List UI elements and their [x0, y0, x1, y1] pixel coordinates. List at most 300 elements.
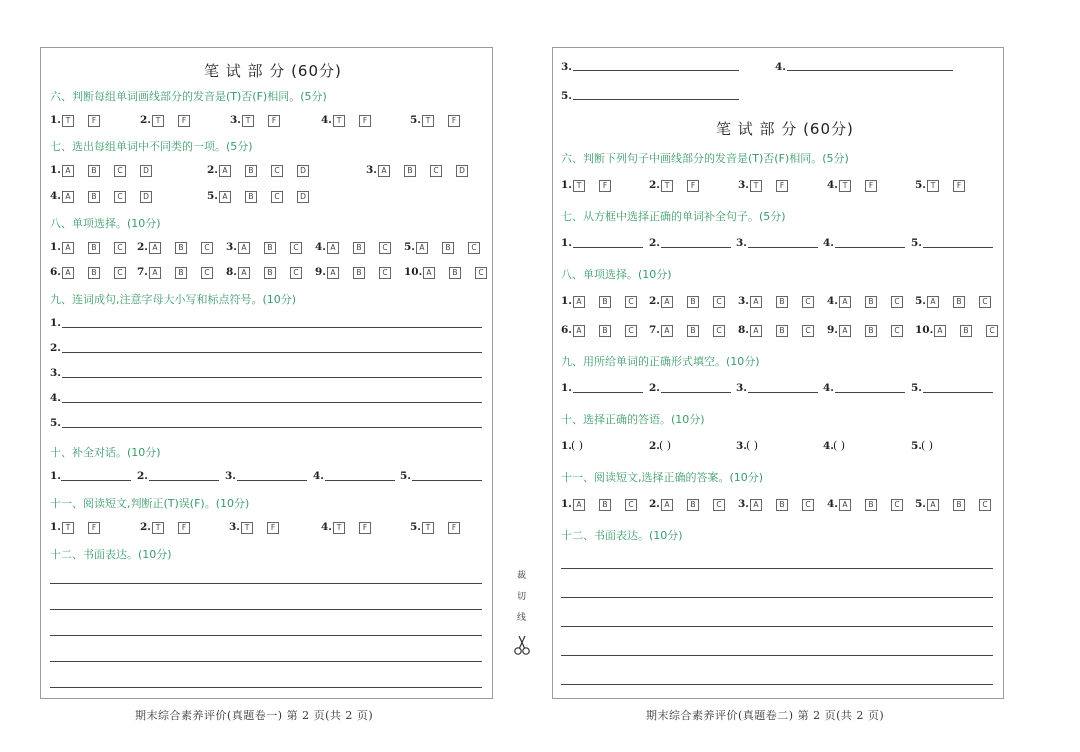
option-box[interactable]: A	[573, 296, 585, 308]
option-box[interactable]: T	[839, 180, 851, 192]
option-box[interactable]: A	[661, 499, 673, 511]
right-section-10-heading: 十、选择正确的答语。(10分)	[561, 413, 705, 426]
option-boxes	[60, 522, 100, 534]
question-number: 5.	[915, 498, 926, 510]
right-top-num-4: 4.	[775, 61, 786, 73]
option-boxes	[748, 296, 814, 308]
option-box[interactable]: C	[271, 191, 283, 203]
option-boxes	[325, 267, 391, 279]
option-boxes	[239, 522, 279, 534]
answer-line[interactable]	[561, 597, 993, 598]
option-box[interactable]: B	[599, 325, 611, 337]
option-box[interactable]: B	[404, 165, 416, 177]
option-box[interactable]: A	[839, 325, 851, 337]
answer-line[interactable]	[923, 247, 993, 248]
option-box[interactable]: A	[573, 499, 585, 511]
question-number: 2.	[137, 241, 148, 253]
option-box[interactable]: C	[114, 242, 126, 254]
answer-parentheses[interactable]: ( )	[571, 439, 584, 452]
right-section-7-heading: 七、从方框中选择正确的单词补全句子。(5分)	[561, 210, 786, 223]
option-box[interactable]: C	[802, 296, 814, 308]
option-boxes	[420, 522, 460, 534]
option-box[interactable]: B	[88, 242, 100, 254]
option-box[interactable]: A	[327, 267, 339, 279]
option-box[interactable]: T	[152, 522, 164, 534]
question-number: 2.	[649, 440, 660, 452]
option-boxes	[240, 115, 280, 127]
question-number: 2.	[649, 295, 660, 307]
question-number: 4.	[823, 237, 834, 249]
option-box[interactable]: A	[927, 499, 939, 511]
question-number: 1.	[561, 237, 572, 249]
option-box[interactable]: A	[62, 242, 74, 254]
option-boxes	[571, 296, 637, 308]
option-box[interactable]: A	[62, 165, 74, 177]
right-top-num-5: 5.	[561, 90, 572, 102]
question-number: 2.	[649, 179, 660, 191]
option-box[interactable]: B	[865, 499, 877, 511]
question-number: 10.	[915, 324, 934, 336]
question-number: 5.	[915, 295, 926, 307]
option-boxes	[837, 325, 903, 337]
question-number: 4.	[827, 295, 838, 307]
option-box[interactable]: C	[114, 191, 126, 203]
question-number: 2.	[207, 164, 218, 176]
option-box[interactable]: A	[750, 499, 762, 511]
option-box[interactable]: B	[776, 499, 788, 511]
option-box[interactable]: B	[865, 325, 877, 337]
question-number: 3.	[736, 382, 747, 394]
option-boxes	[932, 325, 998, 337]
left-footer: 期末综合素养评价(真题卷一) 第 2 页(共 2 页)	[135, 709, 374, 722]
option-box[interactable]: C	[802, 499, 814, 511]
left-section-6-heading: 六、判断每组单词画线部分的发音是(T)否(F)相同。(5分)	[50, 90, 327, 103]
question-number: 2.	[50, 342, 61, 354]
answer-line[interactable]	[748, 392, 818, 393]
option-boxes	[748, 499, 814, 511]
option-box[interactable]: C	[713, 325, 725, 337]
question-number: 1.	[50, 241, 61, 253]
question-number: 3.	[736, 237, 747, 249]
option-box[interactable]: F	[599, 180, 611, 192]
question-number: 7.	[649, 324, 660, 336]
option-box[interactable]: A	[62, 267, 74, 279]
option-box[interactable]: C	[979, 499, 991, 511]
option-box[interactable]: B	[245, 191, 257, 203]
question-number: 2.	[140, 521, 151, 533]
answer-line[interactable]	[412, 480, 482, 481]
question-number: 5.	[410, 114, 421, 126]
answer-line[interactable]	[50, 661, 482, 662]
answer-line[interactable]	[835, 247, 905, 248]
option-box[interactable]: T	[750, 180, 762, 192]
option-box[interactable]: B	[245, 165, 257, 177]
right-footer: 期末综合素养评价(真题卷二) 第 2 页(共 2 页)	[646, 709, 885, 722]
option-box[interactable]: C	[430, 165, 442, 177]
option-box[interactable]: B	[449, 267, 461, 279]
option-box[interactable]: C	[475, 267, 487, 279]
option-box[interactable]: T	[333, 115, 345, 127]
cut-label-1: 裁	[517, 571, 527, 581]
answer-line[interactable]	[661, 247, 731, 248]
question-number: 5.	[410, 521, 421, 533]
option-box[interactable]: B	[175, 267, 187, 279]
answer-line[interactable]	[149, 480, 219, 481]
question-number: 1.	[50, 114, 61, 126]
question-number: 1.	[50, 521, 61, 533]
left-section-12-heading: 十二、书面表达。(10分)	[50, 548, 172, 561]
option-box[interactable]: A	[934, 325, 946, 337]
answer-line[interactable]	[62, 402, 482, 403]
question-number: 4.	[315, 241, 326, 253]
question-number: 3.	[229, 521, 240, 533]
cut-label-2: 切	[517, 592, 527, 602]
answer-line[interactable]	[661, 392, 731, 393]
option-box[interactable]: C	[114, 267, 126, 279]
option-box[interactable]: B	[776, 296, 788, 308]
question-number: 4.	[313, 470, 324, 482]
option-box[interactable]: A	[573, 325, 585, 337]
option-box[interactable]: B	[88, 191, 100, 203]
question-number: 6.	[561, 324, 572, 336]
question-number: 5.	[207, 190, 218, 202]
option-boxes	[659, 180, 699, 192]
question-number: 9.	[827, 324, 838, 336]
answer-line[interactable]	[325, 480, 395, 481]
option-box[interactable]: C	[290, 242, 302, 254]
option-boxes	[147, 267, 213, 279]
question-number: 1.	[50, 470, 61, 482]
answer-line[interactable]	[573, 70, 739, 71]
left-section-7-heading: 七、选出每组单词中不同类的一项。(5分)	[50, 140, 253, 153]
option-box[interactable]: B	[599, 296, 611, 308]
option-box[interactable]: C	[713, 499, 725, 511]
option-box[interactable]: B	[264, 242, 276, 254]
question-number: 3.	[230, 114, 241, 126]
answer-line[interactable]	[237, 480, 307, 481]
option-boxes	[376, 165, 468, 177]
option-box[interactable]: A	[238, 242, 250, 254]
option-boxes	[325, 242, 391, 254]
option-boxes	[236, 242, 302, 254]
question-number: 3.	[50, 367, 61, 379]
option-boxes	[60, 191, 152, 203]
question-number: 1.	[50, 317, 61, 329]
option-box[interactable]: C	[290, 267, 302, 279]
option-boxes	[60, 242, 126, 254]
answer-line[interactable]	[50, 583, 482, 584]
answer-line[interactable]	[787, 70, 953, 71]
question-number: 3.	[738, 179, 749, 191]
question-number: 4.	[827, 179, 838, 191]
question-number: 5.	[404, 241, 415, 253]
option-box[interactable]: B	[953, 296, 965, 308]
option-box[interactable]: C	[891, 296, 903, 308]
answer-line[interactable]	[61, 480, 131, 481]
option-box[interactable]: A	[219, 191, 231, 203]
answer-line[interactable]	[50, 635, 482, 636]
option-boxes	[217, 191, 309, 203]
option-box[interactable]: A	[750, 325, 762, 337]
option-box[interactable]: F	[359, 522, 371, 534]
question-number: 4.	[321, 521, 332, 533]
left-section-11-heading: 十一、阅读短文,判断正(T)误(F)。(10分)	[50, 497, 250, 510]
option-box[interactable]: D	[297, 191, 309, 203]
question-number: 3.	[225, 470, 236, 482]
option-box[interactable]: C	[891, 325, 903, 337]
answer-line[interactable]	[923, 392, 993, 393]
option-boxes	[147, 242, 213, 254]
option-box[interactable]: B	[953, 499, 965, 511]
option-box[interactable]: A	[62, 191, 74, 203]
option-box[interactable]: T	[573, 180, 585, 192]
right-section-9-heading: 九、用所给单词的正确形式填空。(10分)	[561, 355, 760, 368]
option-box[interactable]: C	[114, 165, 126, 177]
answer-line[interactable]	[62, 352, 482, 353]
question-number: 5.	[911, 382, 922, 394]
option-boxes	[748, 180, 788, 192]
question-number: 3.	[738, 498, 749, 510]
option-box[interactable]: F	[178, 115, 190, 127]
option-box[interactable]: T	[62, 522, 74, 534]
option-boxes	[414, 242, 480, 254]
option-box[interactable]: B	[687, 296, 699, 308]
question-number: 8.	[226, 266, 237, 278]
option-box[interactable]: B	[88, 165, 100, 177]
right-section-12-heading: 十二、书面表达。(10分)	[561, 529, 683, 542]
option-box[interactable]: F	[865, 180, 877, 192]
question-number: 1.	[561, 498, 572, 510]
answer-line[interactable]	[50, 609, 482, 610]
option-boxes	[571, 180, 611, 192]
option-box[interactable]: A	[149, 242, 161, 254]
option-box[interactable]: T	[661, 180, 673, 192]
question-number: 3.	[736, 440, 747, 452]
option-box[interactable]: B	[960, 325, 972, 337]
option-box[interactable]: F	[687, 180, 699, 192]
option-box[interactable]: A	[750, 296, 762, 308]
option-box[interactable]: C	[979, 296, 991, 308]
question-number: 3.	[738, 295, 749, 307]
left-section-8-heading: 八、单项选择。(10分)	[50, 217, 161, 230]
question-number: 4.	[50, 392, 61, 404]
option-boxes	[236, 267, 302, 279]
question-number: 4.	[50, 190, 61, 202]
option-box[interactable]: T	[422, 522, 434, 534]
option-box[interactable]: C	[201, 242, 213, 254]
option-boxes	[925, 180, 965, 192]
option-box[interactable]: F	[268, 115, 280, 127]
question-number: 9.	[315, 266, 326, 278]
option-box[interactable]: A	[423, 267, 435, 279]
question-number: 1.	[561, 179, 572, 191]
option-box[interactable]: A	[149, 267, 161, 279]
option-box[interactable]: C	[201, 267, 213, 279]
question-number: 1.	[561, 382, 572, 394]
option-boxes	[925, 296, 991, 308]
option-boxes	[659, 296, 725, 308]
option-box[interactable]: T	[927, 180, 939, 192]
option-boxes	[837, 296, 903, 308]
option-box[interactable]: C	[379, 267, 391, 279]
question-number: 2.	[649, 382, 660, 394]
question-number: 4.	[321, 114, 332, 126]
question-number: 10.	[404, 266, 423, 278]
option-boxes	[331, 115, 371, 127]
option-box[interactable]: A	[378, 165, 390, 177]
answer-line[interactable]	[561, 684, 993, 685]
answer-line[interactable]	[748, 247, 818, 248]
question-number: 6.	[50, 266, 61, 278]
scissors-icon	[512, 634, 532, 656]
left-section-10-heading: 十、补全对话。(10分)	[50, 446, 161, 459]
right-section-11-heading: 十一、阅读短文,选择正确的答案。(10分)	[561, 471, 764, 484]
option-boxes	[60, 165, 152, 177]
option-box[interactable]: B	[687, 325, 699, 337]
option-boxes	[571, 499, 637, 511]
option-box[interactable]: B	[88, 267, 100, 279]
option-box[interactable]: B	[442, 242, 454, 254]
answer-parentheses[interactable]: ( )	[746, 439, 759, 452]
option-box[interactable]: A	[238, 267, 250, 279]
question-number: 1.	[561, 295, 572, 307]
option-box[interactable]: T	[242, 115, 254, 127]
option-box[interactable]: B	[264, 267, 276, 279]
option-boxes	[421, 267, 487, 279]
option-box[interactable]: T	[333, 522, 345, 534]
option-boxes	[420, 115, 460, 127]
question-number: 5.	[911, 440, 922, 452]
option-box[interactable]: B	[687, 499, 699, 511]
option-box[interactable]: B	[776, 325, 788, 337]
option-box[interactable]: F	[953, 180, 965, 192]
option-box[interactable]: F	[267, 522, 279, 534]
option-boxes	[837, 180, 877, 192]
answer-line[interactable]	[62, 427, 482, 428]
option-boxes	[331, 522, 371, 534]
answer-line[interactable]	[62, 377, 482, 378]
option-box[interactable]: C	[271, 165, 283, 177]
question-number: 2.	[649, 237, 660, 249]
option-box[interactable]: A	[839, 296, 851, 308]
option-box[interactable]: F	[776, 180, 788, 192]
option-box[interactable]: F	[359, 115, 371, 127]
option-boxes	[571, 325, 637, 337]
option-box[interactable]: C	[468, 242, 480, 254]
option-boxes	[659, 499, 725, 511]
option-boxes	[659, 325, 725, 337]
option-box[interactable]: A	[416, 242, 428, 254]
answer-line[interactable]	[573, 247, 643, 248]
question-number: 4.	[823, 440, 834, 452]
option-box[interactable]: D	[140, 191, 152, 203]
option-box[interactable]: A	[661, 296, 673, 308]
right-answer-sheet	[552, 47, 1004, 699]
answer-line[interactable]	[62, 327, 482, 328]
answer-line[interactable]	[835, 392, 905, 393]
option-boxes	[150, 522, 190, 534]
right-section-6-heading: 六、判断下列句子中画线部分的发音是(T)否(F)相同。(5分)	[561, 152, 849, 165]
option-box[interactable]: B	[353, 242, 365, 254]
option-box[interactable]: A	[661, 325, 673, 337]
answer-parentheses[interactable]: ( )	[833, 439, 846, 452]
question-number: 1.	[50, 164, 61, 176]
question-number: 4.	[823, 382, 834, 394]
question-number: 3.	[226, 241, 237, 253]
option-boxes	[150, 115, 190, 127]
option-box[interactable]: B	[865, 296, 877, 308]
option-box[interactable]: T	[62, 115, 74, 127]
option-boxes	[217, 165, 309, 177]
option-box[interactable]: C	[713, 296, 725, 308]
question-number: 5.	[400, 470, 411, 482]
option-box[interactable]: T	[241, 522, 253, 534]
option-box[interactable]: D	[140, 165, 152, 177]
right-section-8-heading: 八、单项选择。(10分)	[561, 268, 672, 281]
answer-line[interactable]	[50, 687, 482, 688]
option-box[interactable]: B	[599, 499, 611, 511]
question-number: 5.	[50, 417, 61, 429]
option-box[interactable]: F	[448, 522, 460, 534]
option-boxes	[837, 499, 903, 511]
left-section-9-heading: 九、连词成句,注意字母大小写和标点符号。(10分)	[50, 293, 297, 306]
option-box[interactable]: C	[802, 325, 814, 337]
option-box[interactable]: C	[891, 499, 903, 511]
question-number: 5.	[911, 237, 922, 249]
right-top-num-3: 3.	[561, 61, 572, 73]
question-number: 2.	[137, 470, 148, 482]
option-box[interactable]: F	[178, 522, 190, 534]
question-number: 4.	[827, 498, 838, 510]
answer-line[interactable]	[561, 626, 993, 627]
question-number: 2.	[140, 114, 151, 126]
option-box[interactable]: B	[353, 267, 365, 279]
option-box[interactable]: A	[327, 242, 339, 254]
answer-parentheses[interactable]: ( )	[921, 439, 934, 452]
option-box[interactable]: T	[152, 115, 164, 127]
answer-line[interactable]	[561, 655, 993, 656]
question-number: 8.	[738, 324, 749, 336]
option-box[interactable]: T	[422, 115, 434, 127]
option-box[interactable]: A	[219, 165, 231, 177]
option-boxes	[748, 325, 814, 337]
option-box[interactable]: A	[927, 296, 939, 308]
right-page-title: 笔 试 部 分 (60分)	[716, 120, 854, 138]
question-number: 7.	[137, 266, 148, 278]
option-box[interactable]: D	[456, 165, 468, 177]
answer-line[interactable]	[573, 99, 739, 100]
option-box[interactable]: A	[839, 499, 851, 511]
option-box[interactable]: C	[986, 325, 998, 337]
question-number: 3.	[366, 164, 377, 176]
option-box[interactable]: C	[625, 325, 637, 337]
option-box[interactable]: C	[625, 499, 637, 511]
answer-parentheses[interactable]: ( )	[659, 439, 672, 452]
option-box[interactable]: F	[88, 115, 100, 127]
option-box[interactable]: D	[297, 165, 309, 177]
question-number: 2.	[649, 498, 660, 510]
answer-line[interactable]	[561, 568, 993, 569]
question-number: 5.	[915, 179, 926, 191]
option-box[interactable]: F	[448, 115, 460, 127]
option-box[interactable]: C	[625, 296, 637, 308]
option-box[interactable]: C	[379, 242, 391, 254]
answer-line[interactable]	[573, 392, 643, 393]
option-boxes	[60, 267, 126, 279]
option-box[interactable]: B	[175, 242, 187, 254]
option-boxes	[60, 115, 100, 127]
option-box[interactable]: F	[88, 522, 100, 534]
